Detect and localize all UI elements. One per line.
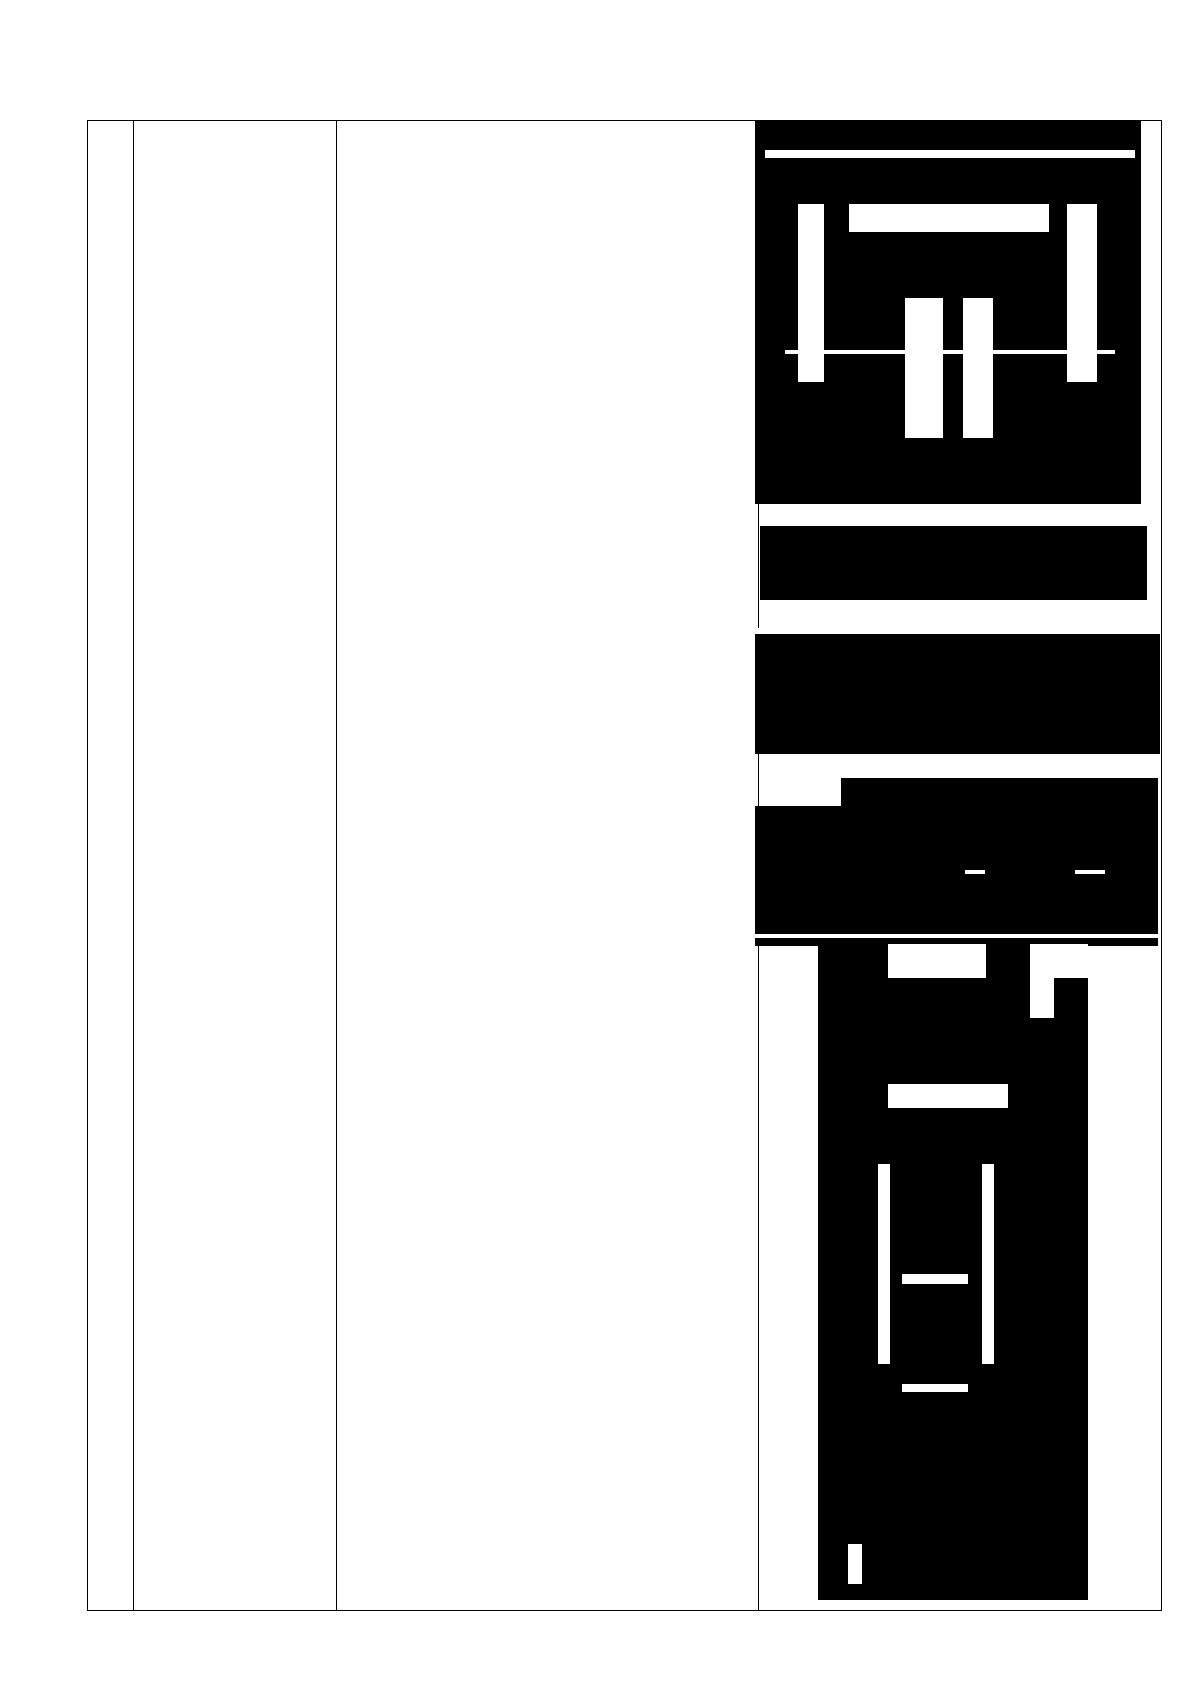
photo-window-balcony-highlight <box>765 150 1135 158</box>
photo-window-balcony-highlight <box>1067 204 1097 382</box>
photo-bay-window-gap <box>1030 978 1054 1018</box>
photo-window-balcony-highlight <box>785 350 1115 354</box>
photo-bay-window-gap <box>888 944 986 978</box>
photo-bay-window-highlight <box>848 1544 862 1584</box>
photo-bay-window-highlight <box>878 1164 890 1364</box>
photo-crowning-cornice-highlight <box>1075 870 1105 874</box>
photo-window-balcony <box>755 120 1141 504</box>
photo-window-balcony-highlight <box>963 298 993 438</box>
photo-crowning-cornice-highlight <box>965 870 985 874</box>
photo-window-cornice <box>760 526 1147 600</box>
photo-crowning-cornice-highlight <box>755 934 1158 938</box>
photo-bay-window-highlight <box>902 1384 968 1392</box>
column-divider-1 <box>133 121 134 1610</box>
photo-window-balcony-highlight <box>905 298 943 438</box>
photo-bay-window-highlight <box>888 1084 1008 1108</box>
photo-window-balcony-highlight <box>798 204 824 382</box>
photo-crowning-cornice-body <box>755 806 1158 946</box>
column-divider-2 <box>336 121 337 1610</box>
photo-bay-window <box>818 944 1088 1600</box>
photo-denticle-cornice-highlight <box>755 628 1160 634</box>
photo-window-balcony-highlight <box>849 204 1049 232</box>
photo-bay-window-gap <box>1030 944 1088 978</box>
photo-crowning-cornice <box>841 778 1158 808</box>
photo-bay-window-highlight <box>902 1274 968 1284</box>
photo-denticle-cornice <box>755 628 1160 754</box>
photo-bay-window-highlight <box>982 1164 994 1364</box>
